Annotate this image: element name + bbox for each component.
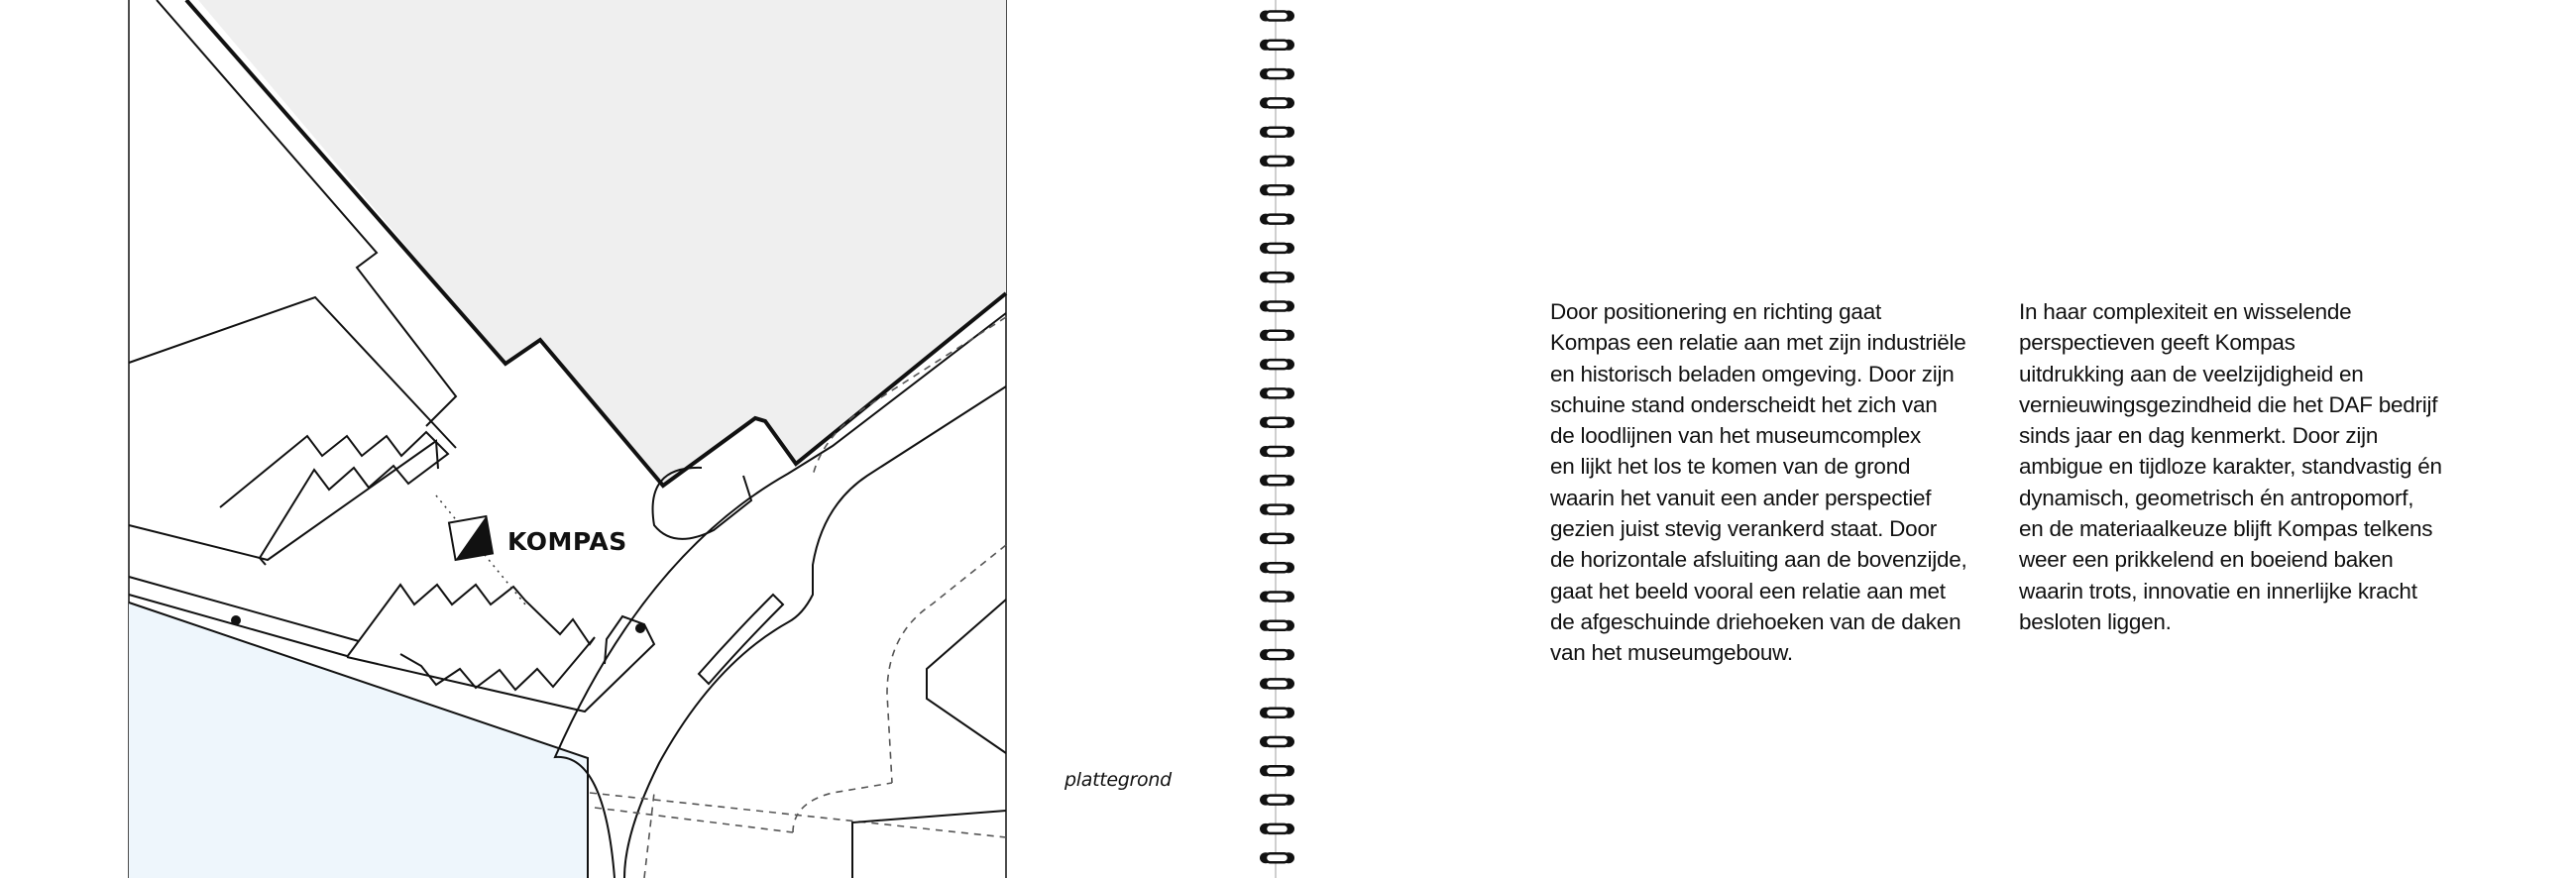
text-line: perspectieven geeft Kompas — [2019, 330, 2296, 356]
text-line: schuine stand onderscheidt het zich van — [1550, 391, 1938, 417]
spiral-ring-icon — [1260, 40, 1294, 51]
dashed-path-5 — [793, 783, 892, 832]
dashed-path-4 — [595, 808, 793, 832]
spiral-ring-icon — [1260, 243, 1294, 254]
spiral-binding — [1249, 0, 1308, 878]
text-column-left — [1550, 296, 1967, 669]
plot-boundary-2 — [129, 297, 456, 448]
text-line: de afgeschuinde driehoeken van de daken — [1550, 608, 1961, 634]
text-line: uitdrukking aan de veelzijdigheid en — [2019, 361, 2364, 386]
text-line: vernieuwingsgezindheid die het DAF bedrijf — [2019, 391, 2438, 417]
text-line: weer een prikkelend en boeiend baken — [2019, 547, 2394, 573]
spiral-ring-icon — [1260, 68, 1294, 79]
text-column-right — [2019, 296, 2442, 637]
text-line: de horizontale afsluiting aan de bovenzijde, — [1550, 547, 1967, 573]
text-line: Kompas een relatie aan met zijn industriële — [1550, 330, 1966, 356]
spiral-ring-icon — [1260, 592, 1294, 603]
spiral-ring-icon — [1260, 97, 1294, 108]
spiral-ring-icon — [1260, 678, 1294, 689]
dashed-path-2 — [887, 545, 1006, 783]
text-line: gaat het beeld vooral een relatie aan met — [1550, 578, 1946, 604]
bollard-2 — [635, 623, 645, 633]
spiral-ring-icon — [1260, 156, 1294, 166]
text-line: In haar complexiteit en wisselende — [2019, 299, 2352, 324]
water-area — [129, 603, 588, 878]
spiral-ring-icon — [1260, 736, 1294, 747]
text-line: gezien juist stevig verankerd staat. Door — [1550, 516, 1937, 542]
spiral-ring-icon — [1260, 823, 1294, 834]
bollard-1 — [231, 615, 241, 625]
spiral-ring-icon — [1260, 446, 1294, 457]
spiral-ring-icon — [1260, 852, 1294, 863]
road-inner-curve — [699, 595, 783, 684]
spiral-ring-icon — [1260, 562, 1294, 573]
spiral-ring-icon — [1260, 708, 1294, 718]
text-line: besloten liggen. — [2019, 608, 2172, 634]
map-label-kompas: KOMPAS — [507, 527, 627, 556]
spiral-ring-icon — [1260, 127, 1294, 138]
spiral-ring-icon — [1260, 649, 1294, 660]
spiral-ring-icon — [1260, 11, 1294, 22]
small-building-bottom — [852, 811, 1006, 878]
compass-square-icon — [449, 516, 493, 560]
spiral-ring-icon — [1260, 387, 1294, 398]
text-line: van het museumgebouw. — [1550, 640, 1793, 666]
spiral-ring-icon — [1260, 301, 1294, 312]
spiral-ring-icon — [1260, 475, 1294, 486]
spiral-ring-icon — [1260, 765, 1294, 776]
text-line: waarin het vanuit een ander perspectief — [1550, 485, 1932, 510]
spiral-ring-icon — [1260, 184, 1294, 195]
small-building-right — [927, 600, 1006, 753]
text-line: de loodlijnen van het museumcomplex — [1550, 423, 1921, 449]
map-caption: plattegrond — [1064, 769, 1172, 791]
spiral-ring-icon — [1260, 272, 1294, 282]
text-line: Door positionering en richting gaat — [1550, 299, 1881, 324]
text-line: sinds jaar en dag kenmerkt. Door zijn — [2019, 423, 2379, 449]
spiral-ring-icon — [1260, 359, 1294, 370]
text-line: en historisch beladen omgeving. Door zijn — [1550, 361, 1955, 386]
spiral-ring-icon — [1260, 533, 1294, 544]
text-line: dynamisch, geometrisch én antropomorf, — [2019, 485, 2414, 510]
text-line: en lijkt het los te komen van de grond — [1550, 454, 1911, 480]
text-line: waarin trots, innovatie en innerlijke kracht — [2019, 578, 2417, 604]
spiral-ring-icon — [1260, 504, 1294, 515]
spiral-ring-icon — [1260, 620, 1294, 631]
text-line: ambigue en tijdloze karakter, standvastig én — [2019, 454, 2442, 480]
dashed-path-6 — [644, 793, 654, 878]
zigzag-wall-upper — [220, 432, 448, 565]
zigzag-wall-lower — [347, 585, 595, 690]
site-map — [0, 0, 1249, 878]
spiral-ring-icon — [1260, 214, 1294, 225]
plot-boundary-3 — [129, 441, 438, 560]
spiral-ring-icon — [1260, 330, 1294, 341]
spiral-ring-icon — [1260, 417, 1294, 428]
text-line: en de materiaalkeuze blijft Kompas telkens — [2019, 516, 2433, 542]
spiral-ring-icon — [1260, 795, 1294, 806]
